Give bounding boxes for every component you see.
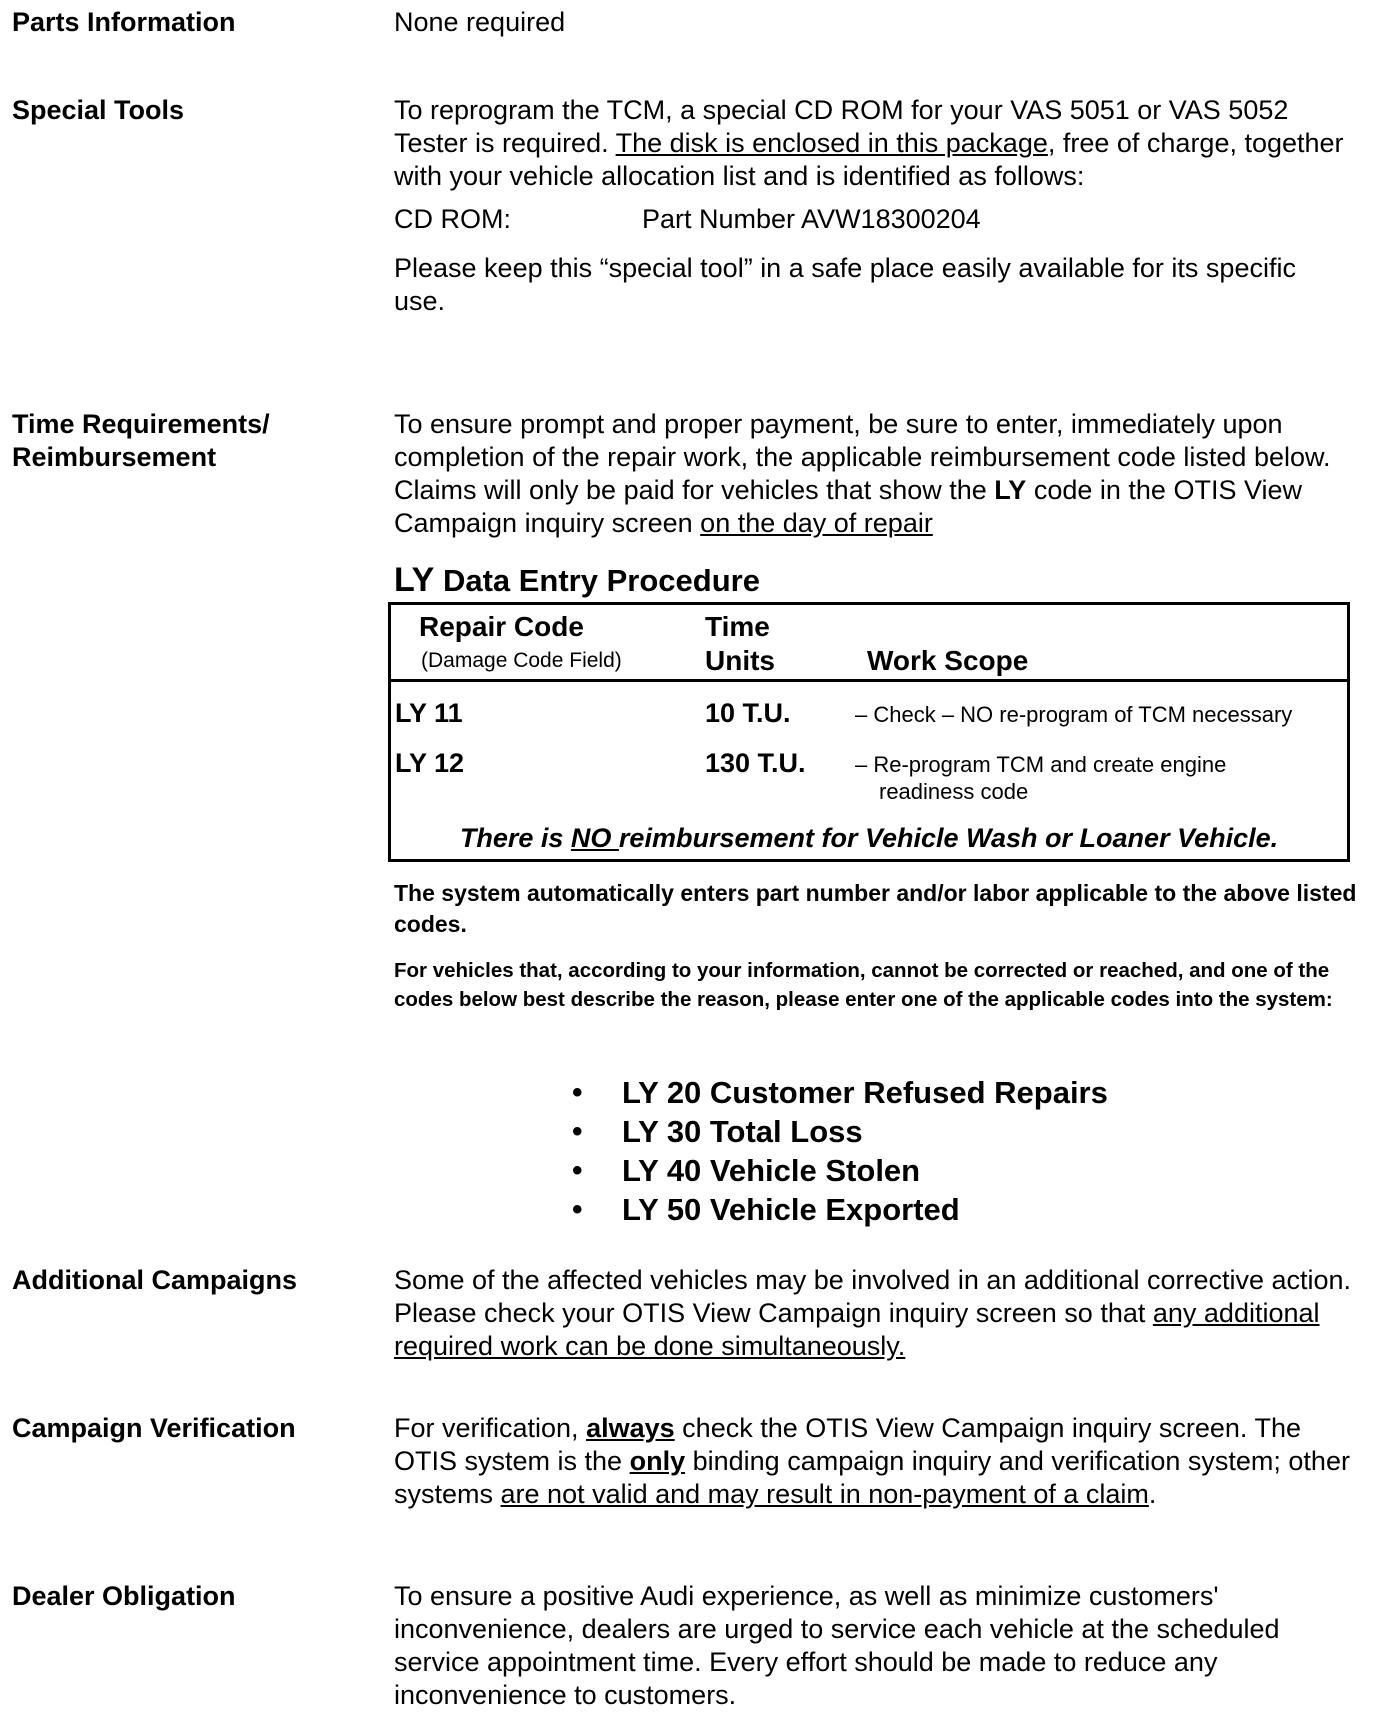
bullet-icon: • xyxy=(572,1193,583,1226)
code-ly50: LY 50 Vehicle Exported xyxy=(622,1192,960,1227)
time-requirements-text xyxy=(394,408,1354,540)
time-requirements-label-line1: Time Requirements/ xyxy=(12,409,270,439)
verification-only: only xyxy=(629,1446,686,1476)
cd-rom-part-number: Part Number AVW18300204 xyxy=(642,204,981,234)
list-item xyxy=(560,1112,1108,1151)
list-item xyxy=(560,1151,1108,1190)
verification-not-valid: are not valid and may result in non-payment of a claim xyxy=(500,1479,1149,1509)
system-auto-note: The system automatically enters part number and/or labor applicable to the above listed codes. xyxy=(394,880,1357,937)
row-ly11-code: LY 11 xyxy=(395,698,463,728)
additional-text-a: Some of the affected vehicles may be involved in an additional corrective action. Please check your OTIS View Campaign inquiry screen so that xyxy=(394,1265,1352,1328)
vehicles-codes-note: For vehicles that, according to your information, cannot be corrected or reached, and one of the codes below best describe the reason, please enter one of the applicable codes into the system: xyxy=(394,959,1333,1011)
verification-text-b: check the OTIS View Campaign inquiry screen. The OTIS system is the xyxy=(394,1413,1301,1476)
special-tools-text-b: , free of charge, together with your vehicle allocation list and is identified as follows: xyxy=(394,128,1344,191)
additional-campaigns-text xyxy=(394,1264,1354,1363)
code-ly30: LY 30 Total Loss xyxy=(622,1114,863,1149)
campaign-verification-label: Campaign Verification xyxy=(12,1413,296,1443)
row-ly12-code: LY 12 xyxy=(395,748,465,778)
special-tools-text-a: To reprogram the TCM, a special CD ROM for your VAS 5051 or VAS 5052 Tester is required. xyxy=(394,95,1289,158)
verification-text-d: . xyxy=(1148,1479,1157,1509)
time-req-ly-code: LY xyxy=(994,475,1027,505)
bullet-icon: • xyxy=(572,1154,583,1187)
verification-text-c: binding campaign inquiry and verification system; other systems xyxy=(394,1446,1350,1509)
time-requirements-label-line2: Reimbursement xyxy=(12,442,217,472)
list-item xyxy=(560,1190,1108,1229)
code-ly20: LY 20 Customer Refused Repairs xyxy=(622,1075,1108,1110)
verification-text-a: For verification, xyxy=(394,1413,579,1443)
cd-rom-line xyxy=(394,203,1354,236)
row-ly12-time: 130 T.U. xyxy=(705,748,806,778)
time-req-text-a: To ensure prompt and proper payment, be sure to enter, immediately upon completion of the repair work, the applicable reimbursement code listed below. Claims will only be paid for vehicles that show the xyxy=(394,409,1331,505)
additional-text-underlined: any additional required work can be done simultaneously. xyxy=(394,1298,1320,1361)
ly-title-rest: Data Entry Procedure xyxy=(434,563,760,598)
ly-data-entry-table xyxy=(388,602,1350,862)
campaign-verification-text xyxy=(394,1412,1354,1511)
no-reimb-text-a: There is xyxy=(459,823,571,853)
row-ly12-scope-line2: readiness code xyxy=(879,779,1029,804)
parts-info-text: None required xyxy=(394,7,566,37)
additional-campaigns-label: Additional Campaigns xyxy=(12,1265,298,1295)
special-tool-keep-note: Please keep this “special tool” in a safe place easily available for its specific use. xyxy=(394,253,1296,316)
special-tools-paragraph xyxy=(394,94,1354,193)
row-ly12-scope-line1: – Re-program TCM and create engine xyxy=(855,752,1227,777)
table-header-divider xyxy=(391,679,1347,682)
row-ly11-time: 10 T.U. xyxy=(705,698,791,728)
no-reimb-text-b: reimbursement for Vehicle Wash or Loaner Vehicle. xyxy=(618,823,1279,853)
ly-table-title xyxy=(394,562,760,599)
disk-enclosed-text: The disk is enclosed in this package xyxy=(615,128,1048,158)
no-reimb-no: NO xyxy=(570,823,619,853)
header-units: Units xyxy=(705,645,775,676)
cd-rom-label: CD ROM: xyxy=(394,204,511,234)
bullet-icon: • xyxy=(572,1076,583,1109)
dealer-obligation-text: To ensure a positive Audi experience, as well as minimize customers' inconvenience, dealers are urged to service each vehicle at the scheduled service appointment time. Every effort should be made to reduce any inconvenience to customers. xyxy=(394,1581,1280,1710)
row-ly11-scope: – Check – NO re-program of TCM necessary xyxy=(855,702,1293,727)
refusal-codes-list xyxy=(560,1073,1108,1229)
header-repair-code: Repair Code xyxy=(419,611,584,642)
bullet-icon: • xyxy=(572,1115,583,1148)
list-item xyxy=(560,1073,1108,1112)
dealer-obligation-label: Dealer Obligation xyxy=(12,1581,236,1611)
header-work-scope: Work Scope xyxy=(867,645,1029,676)
special-tools-label: Special Tools xyxy=(12,95,185,125)
time-requirements-label xyxy=(12,408,372,474)
special-tools-section xyxy=(394,94,1354,318)
no-reimbursement-note xyxy=(391,823,1347,854)
code-ly40: LY 40 Vehicle Stolen xyxy=(622,1153,921,1188)
parts-info-label: Parts Information xyxy=(12,7,236,37)
ly-title-code: LY xyxy=(394,561,435,599)
header-time: Time xyxy=(705,611,770,642)
time-req-day-of-repair: on the day of repair xyxy=(700,508,933,538)
time-req-text-b: code in the OTIS View Campaign inquiry screen xyxy=(394,475,1302,538)
verification-always: always xyxy=(586,1413,675,1443)
header-damage-code-field: (Damage Code Field) xyxy=(421,649,622,672)
